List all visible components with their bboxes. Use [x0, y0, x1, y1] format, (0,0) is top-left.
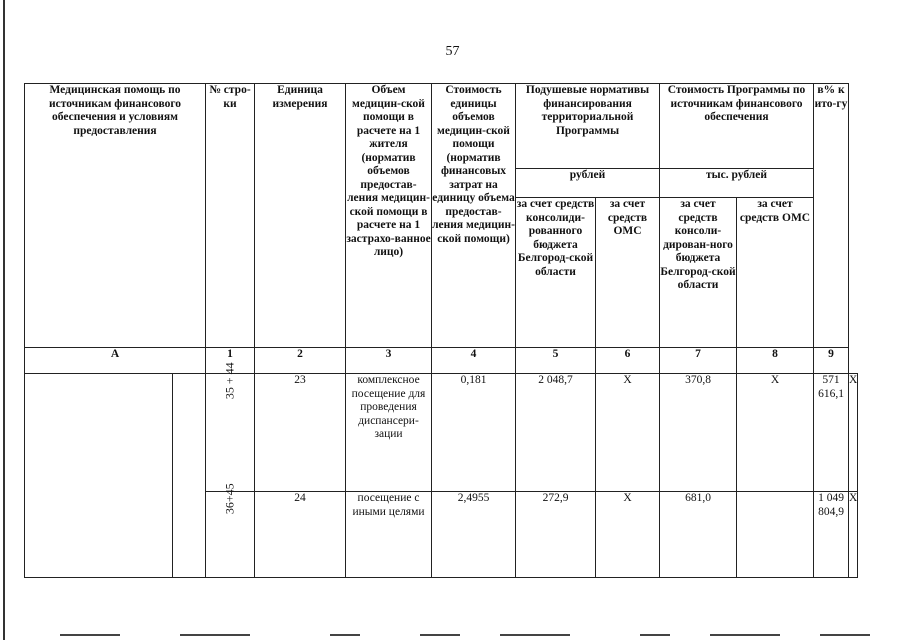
page-number: 57	[445, 44, 460, 59]
index-cell-6: 6	[596, 348, 660, 374]
header-unit: Единица измерения	[255, 84, 346, 348]
header-prog-budget: за счет средств консоли-дирован-ного бюджета Белгород-ской области	[660, 198, 737, 348]
line-number: 23	[255, 374, 346, 492]
line-number: 24	[255, 492, 346, 578]
index-cell-4: 4	[432, 348, 516, 374]
index-cell-7: 7	[660, 348, 737, 374]
header-care-type: Медицинская помощь по источникам финансового обеспечения и условиям предоставления	[25, 84, 206, 348]
index-cell-9: 9	[814, 348, 849, 374]
header-norm-budget: за счет средств консолиди-рованного бюджета Белгород-ской области	[516, 198, 596, 348]
volume-value: 0,181	[432, 374, 516, 492]
norm-budget-value: X	[596, 374, 660, 492]
index-cell-5: 5	[516, 348, 596, 374]
percent-value: X	[849, 492, 858, 578]
norm-budget-value: X	[596, 492, 660, 578]
care-subtype-cell	[173, 374, 206, 578]
header-program-cost: Стоимость Программы по источникам финансового обеспечения	[660, 84, 814, 169]
volume-value: 2,4955	[432, 492, 516, 578]
percent-value: X	[849, 374, 858, 492]
index-cell-1: 1	[206, 348, 255, 374]
table-row	[25, 374, 858, 492]
unit-cost-value: 272,9	[516, 492, 596, 578]
side-label: 36+45	[222, 483, 237, 515]
financing-table	[24, 83, 858, 578]
scan-artifact-line	[330, 634, 360, 636]
prog-budget-value	[737, 492, 814, 578]
header-unit-cost: Стоимость единицы объемов медицин-ской помощи (норматив финансовых затрат на единицу объема предостав-ления медицин-ской помощи)	[432, 84, 516, 348]
left-edge-rule	[3, 0, 5, 640]
index-cell-3: 3	[346, 348, 432, 374]
norm-oms-value: 681,0	[660, 492, 737, 578]
unit-cost-value: 2 048,7	[516, 374, 596, 492]
scan-artifact-line	[820, 634, 870, 636]
side-label-cell	[206, 362, 255, 492]
header-per-capita-norms: Подушевые нормативы финансирования территориальной Программы	[516, 84, 660, 169]
care-type-cell	[25, 374, 173, 578]
prog-oms-value: 571 616,1	[814, 374, 849, 492]
header-volume: Объем медицин-ской помощи в расчете на 1 жителя (норматив объемов предостав-ления медицин-ской помощи в расчете на 1 застрахо-ванное лицо)	[346, 84, 432, 348]
index-cell-8: 8	[737, 348, 814, 374]
index-cell-a: А	[25, 348, 206, 374]
header-percent: в% к ито-гу	[814, 84, 849, 348]
scan-artifact-line	[640, 634, 670, 636]
scan-artifact-line	[420, 634, 460, 636]
unit-name: комплексное посещение для проведения диспансери-зации	[346, 374, 432, 492]
unit-name: посещение с иными целями	[346, 492, 432, 578]
side-label: 35 + 44	[222, 362, 237, 400]
scan-artifact-line	[500, 634, 570, 636]
side-label-cell	[206, 483, 255, 578]
header-unit-thousand-rubles: тыс. рублей	[660, 169, 814, 198]
prog-budget-value: X	[737, 374, 814, 492]
scan-artifact-line	[710, 634, 780, 636]
index-cell-2: 2	[255, 348, 346, 374]
scan-artifact-line	[60, 634, 120, 636]
prog-oms-value: 1 049 804,9	[814, 492, 849, 578]
header-norm-oms: за счет средств ОМС	[596, 198, 660, 348]
scan-artifact-line	[180, 634, 250, 636]
norm-oms-value: 370,8	[660, 374, 737, 492]
header-line-number: № стро-ки	[206, 84, 255, 348]
header-unit-rubles: рублей	[516, 169, 660, 198]
header-prog-oms: за счет средств ОМС	[737, 198, 814, 348]
